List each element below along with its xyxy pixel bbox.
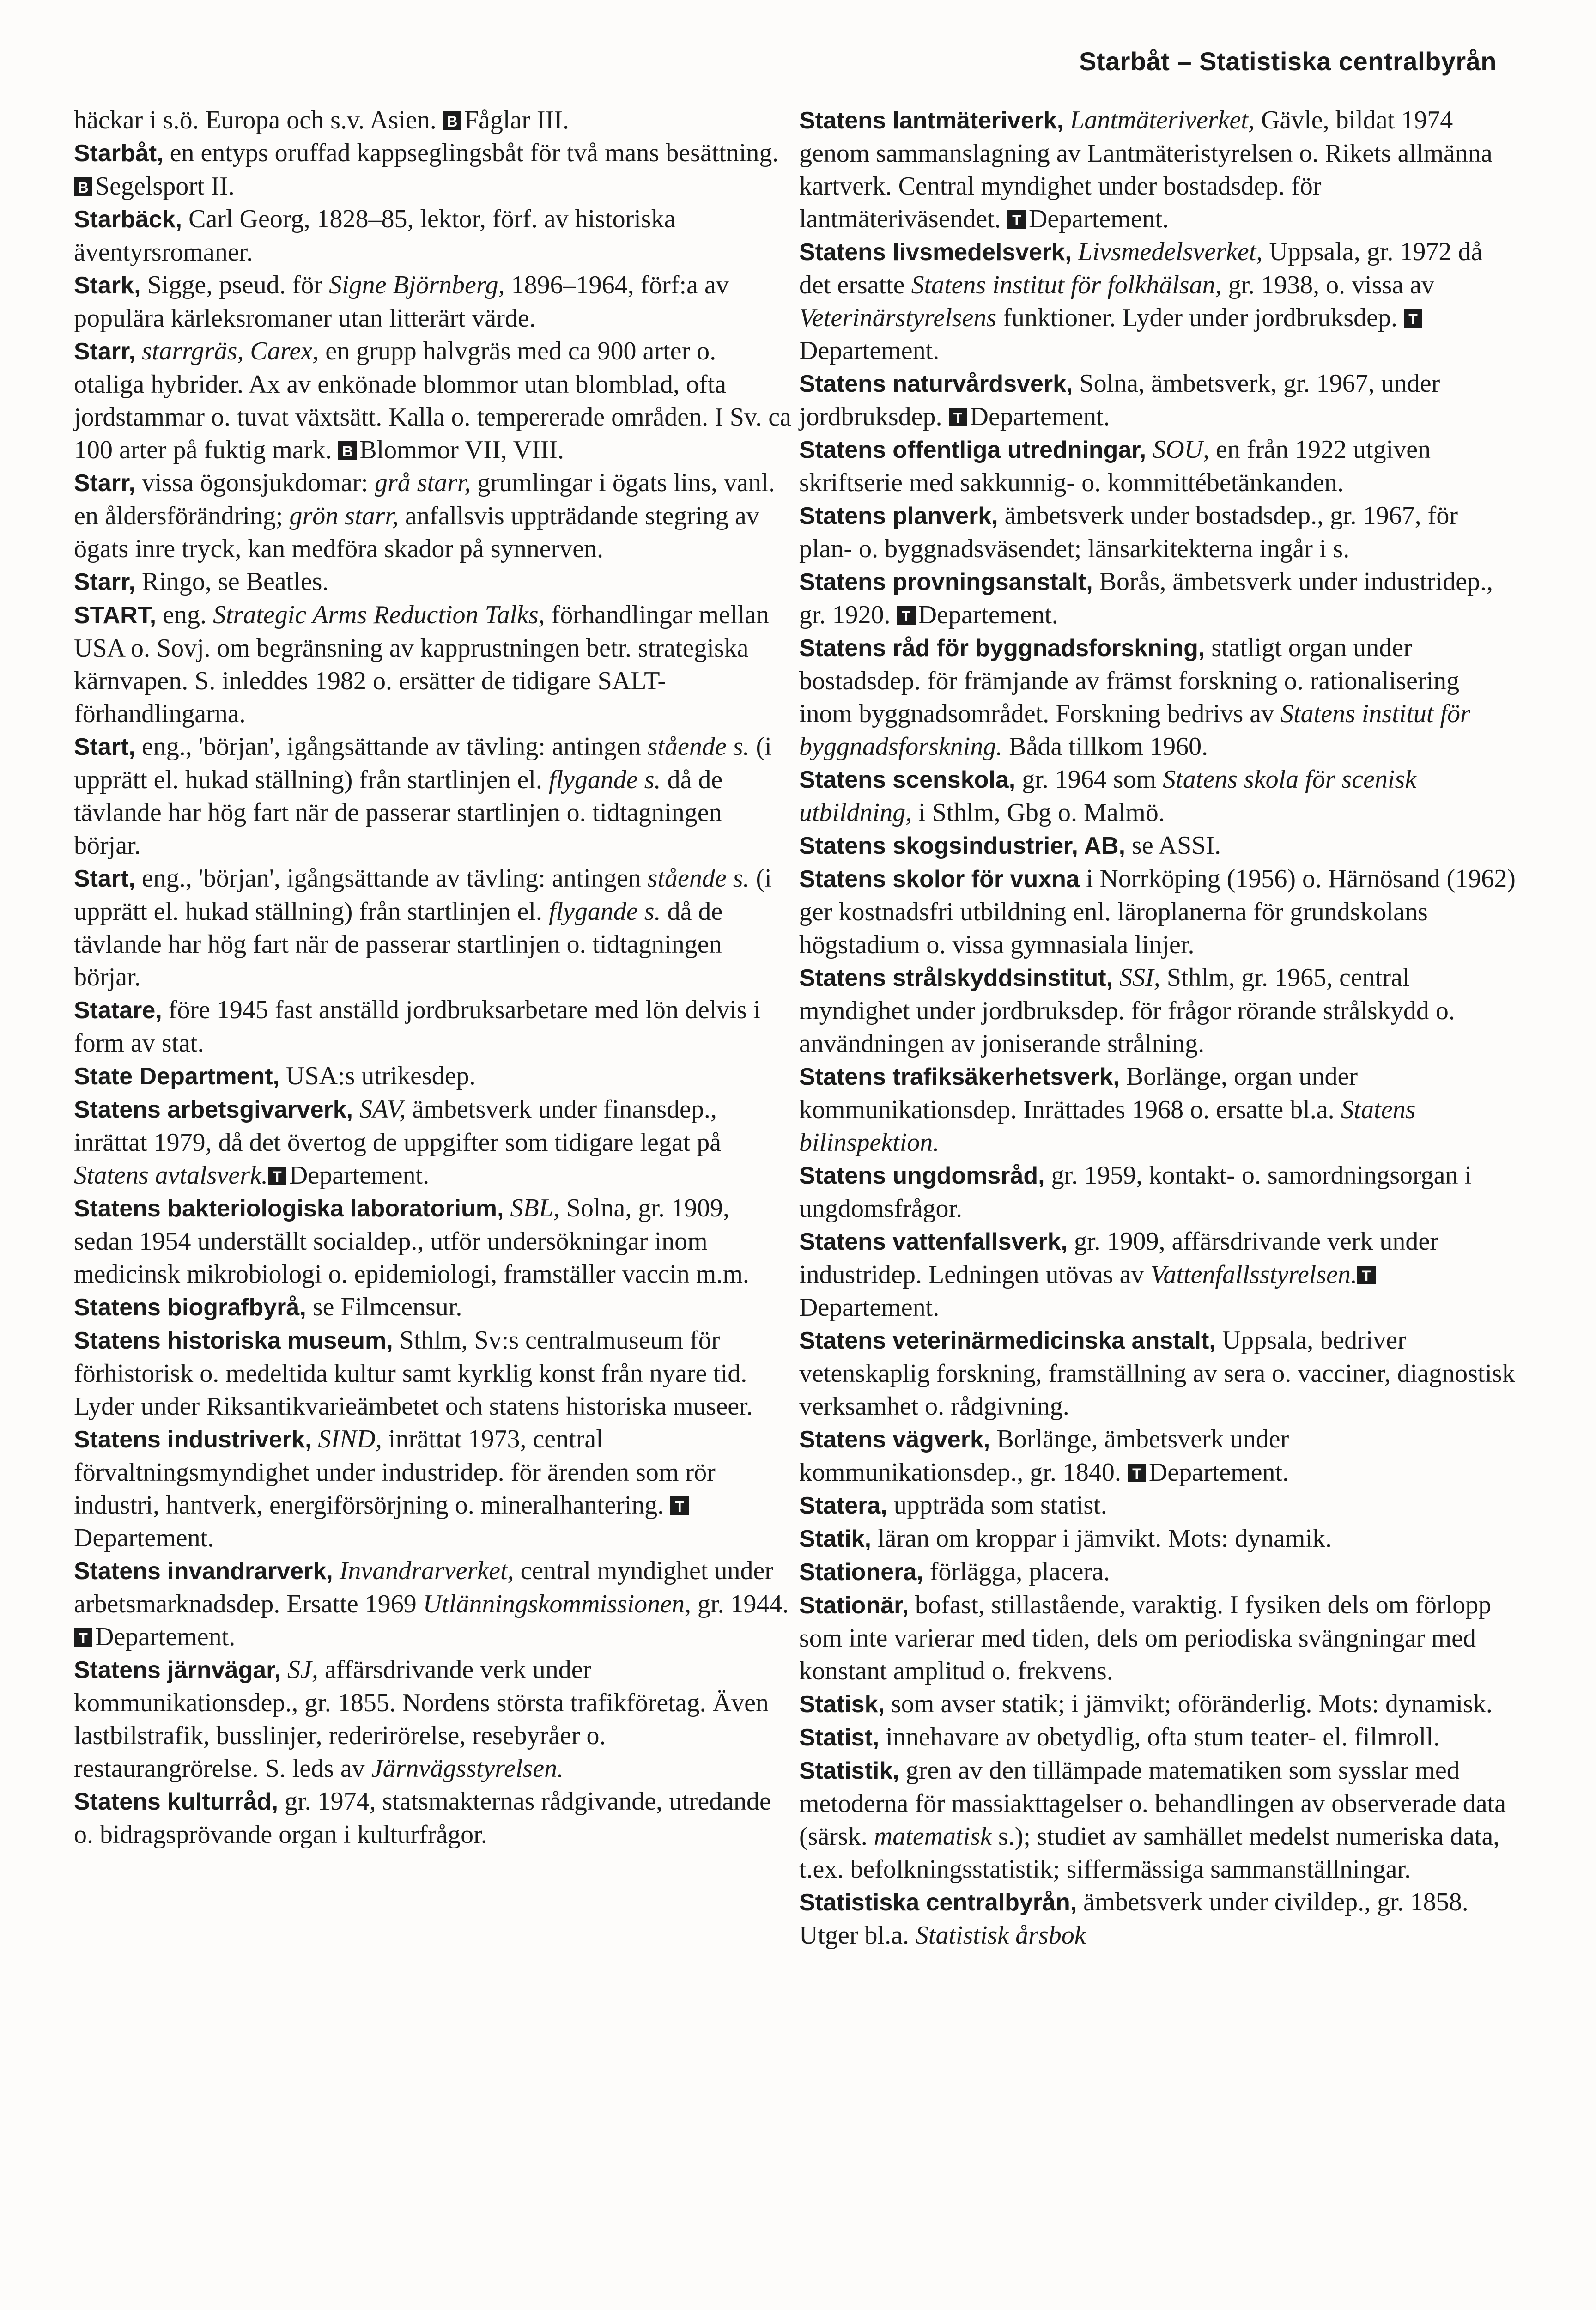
entry-italic: SBL, bbox=[504, 1194, 560, 1222]
dictionary-entry bbox=[799, 1886, 1517, 1952]
entry-headword: Statens kulturråd, bbox=[74, 1788, 279, 1815]
dictionary-entry bbox=[799, 1489, 1517, 1522]
dictionary-entry bbox=[74, 335, 792, 467]
dictionary-entry bbox=[74, 1653, 792, 1785]
entry-text: gr. 1964 som bbox=[1015, 765, 1163, 794]
entry-text: Gävle, bildat 1974 genom sammanslagning av Lantmäteristyrelsen o. Rikets allmänna kartverk. Central myndighet under bostadsdep. för lantmäteriväsendet. bbox=[799, 106, 1493, 233]
reference-box-icon: B bbox=[74, 177, 92, 196]
entry-text: Borlänge, ämbetsverk under kommunikationsdep., gr. 1840. bbox=[799, 1425, 1289, 1487]
reference-box-icon: T bbox=[670, 1496, 689, 1515]
entry-italic: grön starr, bbox=[289, 502, 399, 530]
entry-headword: Statik, bbox=[799, 1526, 872, 1552]
running-header: Starbåt – Statistiska centralbyrån bbox=[1079, 47, 1497, 76]
dictionary-entry bbox=[799, 632, 1517, 763]
entry-text: en grupp halvgräs med ca 900 arter o. otaliga hybrider. Ax av enkönade blommor utan blomblad, ofta jordstammar o. tuvat växtsätt. Kalla o. tempererade områden. I Sv. ca 100 arter på fuktig mark. bbox=[74, 337, 791, 464]
entry-headword: Statens scenskola, bbox=[799, 766, 1016, 793]
dictionary-entry bbox=[74, 1192, 792, 1291]
dictionary-entry bbox=[74, 994, 792, 1060]
entry-text: Sthlm, gr. 1965, central myndighet under jordbruksdep. för frågor rörande strålskydd o. användningen av joniserande strålning. bbox=[799, 963, 1455, 1058]
entry-text: gr. 1909, affärsdrivande verk under industridep. Ledningen utövas av bbox=[799, 1227, 1438, 1289]
entry-headword: Statens provningsanstalt, bbox=[799, 569, 1093, 596]
entry-headword: Statens ungdomsråd, bbox=[799, 1162, 1045, 1189]
entry-text: Ringo, se Beatles. bbox=[135, 567, 329, 596]
entry-headword: Statens arbetsgivarverk, bbox=[74, 1096, 353, 1123]
entry-italic: Statens institut för folkhälsan, bbox=[911, 271, 1222, 299]
dictionary-entry bbox=[799, 433, 1517, 499]
entry-text: som avser statik; i jämvikt; oföränderlig. Mots: dynamisk. bbox=[884, 1690, 1493, 1718]
entry-text: gr. 1944. bbox=[691, 1590, 789, 1618]
entry-text: statligt organ under bostadsdep. för främjande av främst forskning o. rationalisering inom byggnadsområdet. Forskning bedrivs av bbox=[799, 633, 1460, 728]
entry-text: eng., 'början', igångsättande av tävling: antingen bbox=[135, 864, 648, 893]
entry-text: då de tävlande har hög fart när de passerar startlinjen o. tidtagningen börjar. bbox=[74, 897, 723, 991]
entry-text: förlägga, placera. bbox=[923, 1557, 1110, 1586]
dictionary-entry bbox=[799, 104, 1517, 236]
entry-italic: Statens institut för byggnadsforskning. bbox=[799, 699, 1470, 761]
entry-text: i Norrköping (1956) o. Härnösand (1962) ger kostnadsfri utbildning enl. läroplanerna för grundskolans högstadium o. vissa gymnasiala linjer. bbox=[799, 864, 1516, 959]
cross-reference: Departement. bbox=[918, 601, 1058, 629]
dictionary-entry bbox=[799, 1721, 1517, 1754]
entry-text: före 1945 fast anställd jordbruksarbetare med lön delvis i form av stat. bbox=[74, 996, 761, 1058]
entry-headword: Statens offentliga utredningar, bbox=[799, 437, 1147, 463]
entry-headword: Statera, bbox=[799, 1492, 887, 1519]
reference-box-icon: T bbox=[1357, 1266, 1376, 1284]
entry-headword: Statens trafiksäkerhetsverk, bbox=[799, 1064, 1120, 1090]
entry-text: (i upprätt el. hukad ställning) från startlinjen el. bbox=[74, 732, 772, 794]
reference-box-icon: T bbox=[949, 408, 967, 426]
cross-reference: Departement. bbox=[289, 1161, 430, 1190]
dictionary-entry bbox=[799, 499, 1517, 565]
cross-reference: Departement. bbox=[1028, 205, 1169, 233]
dictionary-entry bbox=[74, 1555, 792, 1653]
dictionary-entry bbox=[74, 1785, 792, 1851]
entry-italic: SSI, bbox=[1113, 963, 1160, 992]
entry-text: bofast, stillastående, varaktig. I fysiken dels om förlopp som inte varierar med tiden, dels om periodiska svängningar med konstant amplitud o. frekvens. bbox=[799, 1591, 1492, 1685]
cross-reference: Segelsport II. bbox=[95, 172, 235, 201]
reference-box-icon: T bbox=[1128, 1464, 1146, 1482]
entry-headword: Statens råd för byggnadsforskning, bbox=[799, 635, 1205, 662]
entry-text: gr. 1959, kontakt- o. samordningsorgan i ungdomsfrågor. bbox=[799, 1161, 1472, 1223]
entry-text: Borås, ämbetsverk under industridep., gr. 1920. bbox=[799, 567, 1493, 629]
entry-italic: flygande s. bbox=[548, 766, 661, 794]
entry-italic: Strategic Arms Reduction Talks, bbox=[213, 601, 545, 629]
dictionary-entry bbox=[799, 1589, 1517, 1688]
entry-headword: Stationera, bbox=[799, 1559, 923, 1586]
entry-text: uppträda som statist. bbox=[887, 1491, 1107, 1520]
dictionary-entry bbox=[74, 1093, 792, 1192]
dictionary-entry bbox=[74, 203, 792, 269]
entry-headword: Statens veterinärmedicinska anstalt, bbox=[799, 1327, 1216, 1354]
entry-headword: Starr, bbox=[74, 338, 135, 365]
cross-reference: Departement. bbox=[799, 336, 940, 365]
cross-reference: Departement. bbox=[1148, 1458, 1289, 1487]
entry-text: gr. 1974, statsmakternas rådgivande, utredande o. bidragsprövande organ i kulturfrågor. bbox=[74, 1787, 771, 1849]
dictionary-entry bbox=[799, 1688, 1517, 1721]
entry-headword: Statens historiska museum, bbox=[74, 1327, 393, 1354]
entry-italic: SOU, bbox=[1146, 435, 1210, 464]
entry-text: affärsdrivande verk under kommunikationsdep., gr. 1855. Nordens största trafikföretag. Även lastbilstrafik, busslinjer, rederirörelse, resebyråer o. restaurangrörelse. S. leds av bbox=[74, 1655, 769, 1783]
cross-reference: Blommor VII, VIII. bbox=[359, 436, 564, 464]
entry-text: en från 1922 utgiven skriftserie med sakkunnig- o. kommittébetänkanden. bbox=[799, 435, 1431, 497]
entry-italic: SJ, bbox=[281, 1655, 318, 1684]
entry-text: Båda tillkom 1960. bbox=[1002, 732, 1208, 761]
entry-headword: Statare, bbox=[74, 997, 162, 1024]
entry-text: se Filmcensur. bbox=[306, 1293, 462, 1321]
dictionary-entry bbox=[799, 1225, 1517, 1324]
entry-text: då de tävlande har hög fart när de passerar startlinjen o. tidtagningen börjar. bbox=[74, 766, 723, 860]
entry-italic: grå starr, bbox=[374, 468, 471, 497]
entry-headword: Statistiska centralbyrån, bbox=[799, 1889, 1077, 1916]
dictionary-entry bbox=[799, 1324, 1517, 1423]
entry-italic: Livsmedelsverket, bbox=[1071, 237, 1263, 266]
dictionary-entry bbox=[799, 961, 1517, 1060]
entry-italic: Lantmäteriverket, bbox=[1063, 106, 1255, 134]
entry-text: (i upprätt el. hukad ställning) från startlinjen el. bbox=[74, 864, 772, 926]
reference-box-icon: B bbox=[443, 111, 461, 130]
dictionary-entry bbox=[799, 565, 1517, 632]
entry-italic: Signe Björnberg, bbox=[329, 271, 505, 299]
entry-text: Solna, gr. 1909, sedan 1954 underställt socialdep., utför undersökningar inom medicinsk mikrobiologi o. epidemiologi, framställer vaccin m.m. bbox=[74, 1194, 749, 1289]
entry-text: ämbetsverk under civildep., gr. 1858. Utger bl.a. bbox=[799, 1888, 1469, 1950]
entry-text: inrättat 1973, central förvaltningsmyndighet under industridep. för ärenden som rör industri, hantverk, energiförsörjning o. mineralhantering. bbox=[74, 1425, 716, 1520]
dictionary-entry bbox=[74, 1423, 792, 1555]
entry-text: funktioner. Lyder under jordbruksdep. bbox=[996, 304, 1404, 332]
reference-box-icon: T bbox=[897, 606, 916, 625]
entry-text: 1896–1964, förf:a av populära kärleksromaner utan litterärt värde. bbox=[74, 271, 729, 333]
dictionary-entry bbox=[74, 1060, 792, 1093]
entry-text: vissa ögonsjukdomar: bbox=[135, 468, 375, 497]
entry-italic: stående s. bbox=[647, 732, 750, 761]
entry-headword: Statens biografbyrå, bbox=[74, 1294, 306, 1321]
entry-headword: Statens naturvårdsverk, bbox=[799, 371, 1073, 397]
cross-reference: Departement. bbox=[970, 402, 1110, 431]
dictionary-entry bbox=[74, 730, 792, 862]
dictionary-entry bbox=[799, 863, 1517, 961]
dictionary-entry bbox=[74, 269, 792, 335]
dictionary-entry bbox=[74, 862, 792, 994]
entry-italic: Statistisk årsbok bbox=[915, 1921, 1086, 1950]
entry-text: se ASSI. bbox=[1125, 831, 1221, 860]
entry-headword: Statens vägverk, bbox=[799, 1426, 990, 1453]
dictionary-entry bbox=[74, 599, 792, 730]
entry-headword: Statens järnvägar, bbox=[74, 1657, 281, 1684]
dictionary-entry bbox=[799, 763, 1517, 829]
left-column bbox=[74, 104, 792, 1851]
entry-headword: Stark, bbox=[74, 272, 141, 299]
entry-headword: Starr, bbox=[74, 470, 135, 497]
dictionary-entry bbox=[799, 367, 1517, 433]
reference-box-icon: T bbox=[74, 1628, 92, 1647]
entry-headword: Statens skogsindustrier, AB, bbox=[799, 833, 1126, 859]
entry-text: ämbetsverk under finansdep., inrättat 1979, då det övertog de uppgifter som tidigare legat på bbox=[74, 1095, 722, 1157]
entry-text: ämbetsverk under bostadsdep., gr. 1967, för plan- o. byggnadsväsendet; länsarkitekterna ingår i s. bbox=[799, 501, 1458, 563]
entry-italic: flygande s. bbox=[548, 897, 661, 926]
entry-headword: Statens vattenfallsverk, bbox=[799, 1228, 1068, 1255]
entry-headword: Start, bbox=[74, 734, 135, 760]
entry-headword: Starbåt, bbox=[74, 140, 164, 167]
entry-headword: Statens livsmedelsverk, bbox=[799, 239, 1072, 266]
dictionary-entry bbox=[74, 1291, 792, 1324]
entry-text: Carl Georg, 1828–85, lektor, förf. av historiska äventyrsromaner. bbox=[74, 205, 676, 267]
entry-headword: Statens industriverk, bbox=[74, 1426, 312, 1453]
entry-headword: Statens bakteriologiska laboratorium, bbox=[74, 1195, 504, 1222]
entry-headword: START, bbox=[74, 602, 157, 629]
reference-box-icon: T bbox=[1007, 210, 1026, 229]
entry-text: häckar i s.ö. Europa och s.v. Asien. bbox=[74, 106, 443, 134]
entry-italic: stående s. bbox=[647, 864, 750, 893]
entry-headword: Starr, bbox=[74, 569, 135, 596]
cross-reference: Departement. bbox=[799, 1293, 940, 1322]
entry-text: Sigge, pseud. för bbox=[140, 271, 329, 299]
right-column bbox=[799, 104, 1517, 1952]
entry-text: i Sthlm, Gbg o. Malmö. bbox=[912, 798, 1165, 827]
dictionary-entry bbox=[799, 1754, 1517, 1886]
dictionary-entry bbox=[799, 1423, 1517, 1489]
dictionary-entry bbox=[74, 1324, 792, 1423]
reference-box-icon: T bbox=[1404, 309, 1422, 328]
entry-italic: SIND, bbox=[311, 1425, 382, 1453]
entry-headword: State Department, bbox=[74, 1063, 279, 1090]
cross-reference: Fåglar III. bbox=[464, 106, 569, 134]
dictionary-entry bbox=[799, 1060, 1517, 1159]
entry-italic: Veterinärstyrelsens bbox=[799, 304, 997, 332]
entry-text: innehavare av obetydlig, ofta stum teater- el. filmroll. bbox=[879, 1723, 1440, 1751]
entry-headword: Stationär, bbox=[799, 1592, 909, 1619]
cross-reference: Departement. bbox=[95, 1623, 236, 1651]
entry-italic: starrgräs, Carex, bbox=[135, 337, 319, 365]
reference-box-icon: B bbox=[338, 441, 357, 460]
entry-italic: Invandrarverket, bbox=[333, 1556, 514, 1585]
dictionary-entry bbox=[74, 104, 792, 137]
dictionary-entry bbox=[799, 236, 1517, 367]
entry-text: Uppsala, gr. 1972 då det ersatte bbox=[799, 237, 1483, 299]
entry-italic: Vattenfallsstyrelsen. bbox=[1150, 1260, 1357, 1289]
dictionary-entry bbox=[799, 1522, 1517, 1556]
dictionary-entry bbox=[74, 565, 792, 599]
entry-italic: Järnvägsstyrelsen. bbox=[371, 1754, 564, 1783]
entry-text: gr. 1938, o. vissa av bbox=[1221, 271, 1434, 299]
dictionary-entry bbox=[799, 829, 1517, 863]
entry-text: läran om kroppar i jämvikt. Mots: dynamik. bbox=[871, 1524, 1332, 1553]
entry-text: s.); studiet av samhället medelst numeriska data, t.ex. befolkningsstatistik; siffermässiga sammanställningar. bbox=[799, 1822, 1500, 1884]
entry-text: USA:s utrikesdep. bbox=[279, 1062, 476, 1090]
dictionary-entry bbox=[799, 1159, 1517, 1225]
entry-italic: Utlänningskommissionen, bbox=[423, 1590, 691, 1618]
entry-text: förhandlingar mellan USA o. Sovj. om begränsning av kapprustningen betr. strategiska kärnvapen. S. inleddes 1982 o. ersätter de tidigare SALT-förhandlingarna. bbox=[74, 601, 769, 728]
entry-headword: Statisk, bbox=[799, 1691, 885, 1718]
entry-text: eng. bbox=[156, 601, 213, 629]
entry-text: anfallsvis uppträdande stegring av ögats inre tryck, kan medföra skador på synnerven. bbox=[74, 502, 759, 563]
dictionary-entry bbox=[74, 467, 792, 565]
entry-headword: Statens invandrarverk, bbox=[74, 1558, 333, 1585]
entry-headword: Starbäck, bbox=[74, 206, 182, 233]
entry-text: Sthlm, Sv:s centralmuseum för förhistorisk o. medeltida kultur samt kyrklig konst från nyare tid. Lyder under Riksantikvarieämbetet och statens historiska museer. bbox=[74, 1326, 753, 1421]
entry-headword: Statens lantmäteriverk, bbox=[799, 107, 1064, 134]
entry-italic: matematisk bbox=[874, 1822, 992, 1851]
entry-headword: Statistik, bbox=[799, 1757, 899, 1784]
entry-text: grumlingar i ögats lins, vanl. en åldersförändring; bbox=[74, 468, 775, 530]
entry-headword: Statens skolor för vuxna bbox=[799, 866, 1080, 893]
cross-reference: Departement. bbox=[74, 1524, 214, 1552]
entry-italic: Statens bilinspektion. bbox=[799, 1095, 1416, 1157]
entry-headword: Statist, bbox=[799, 1724, 880, 1751]
dictionary-entry bbox=[799, 1556, 1517, 1589]
reference-box-icon: T bbox=[268, 1167, 286, 1185]
entry-headword: Statens planverk, bbox=[799, 503, 998, 529]
entry-headword: Start, bbox=[74, 865, 135, 892]
entry-italic: Statens skola för scenisk utbildning, bbox=[799, 765, 1417, 827]
entry-text: Solna, ämbetsverk, gr. 1967, under jordbruksdep. bbox=[799, 369, 1440, 431]
entry-text: central myndighet under arbetsmarknadsdep. Ersatte 1969 bbox=[74, 1556, 773, 1618]
dictionary-entry bbox=[74, 137, 792, 203]
entry-text: Uppsala, bedriver vetenskaplig forskning, framställning av sera o. vacciner, diagnostisk verksamhet o. rådgivning. bbox=[799, 1326, 1515, 1421]
entry-italic: SAV, bbox=[353, 1095, 406, 1124]
entry-headword: Statens strålskyddsinstitut, bbox=[799, 965, 1113, 991]
entry-italic: Statens avtalsverk. bbox=[74, 1161, 268, 1190]
entry-text: gren av den tillämpade matematiken som sysslar med metoderna för massiakttagelser o. behandlingen av observerade data (särsk. bbox=[799, 1756, 1506, 1851]
entry-text: Borlänge, organ under kommunikationsdep. Inrättades 1968 o. ersatte bl.a. bbox=[799, 1062, 1358, 1124]
entry-text: eng., 'början', igångsättande av tävling: antingen bbox=[135, 732, 648, 761]
entry-text: en entyps oruffad kappseglingsbåt för två mans besättning. bbox=[163, 139, 779, 167]
